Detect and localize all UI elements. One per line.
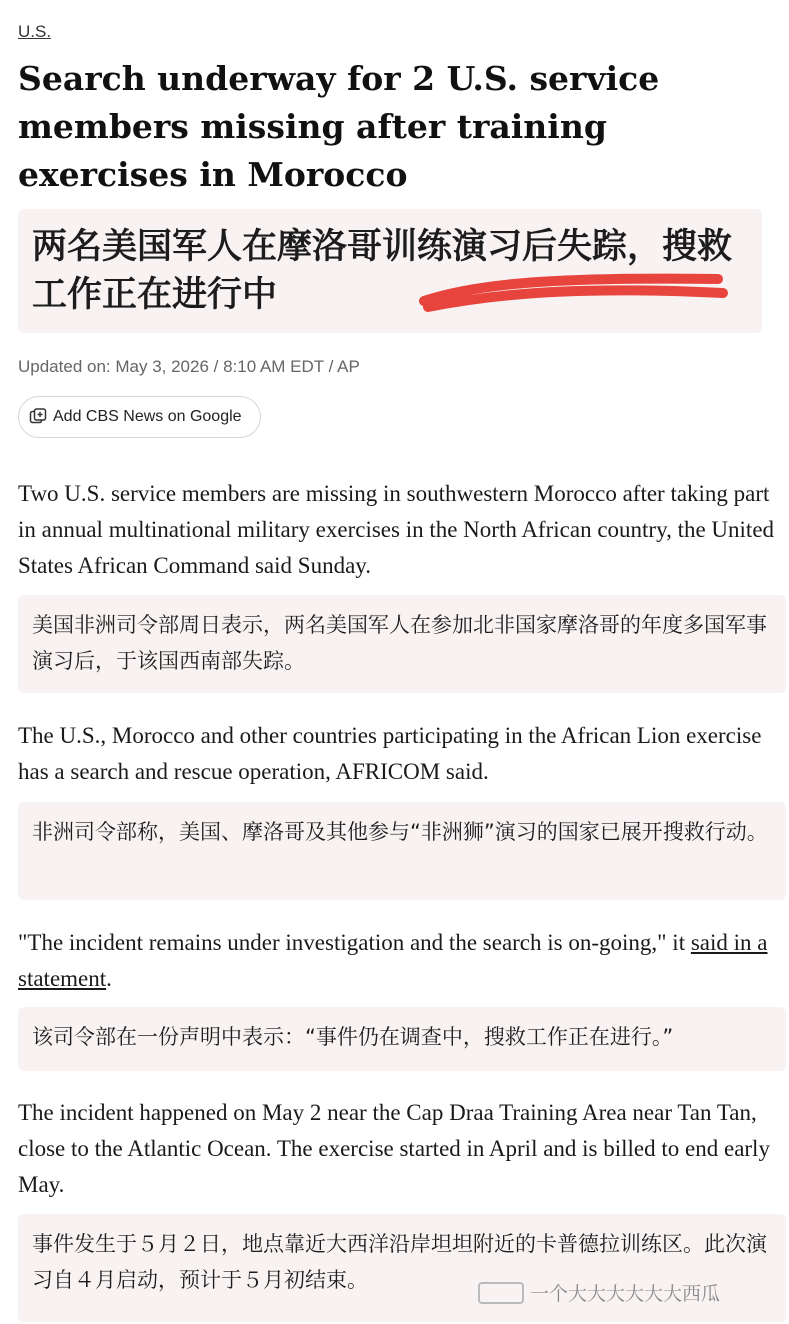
headline-translation: 两名美国军人在摩洛哥训练演习后失踪，搜救工作正在进行中 (32, 227, 733, 315)
red-highlight-stroke (418, 269, 738, 313)
headline-translation-box (18, 209, 762, 333)
paragraph-4: The incident happened on May 2 near the Cap Draa Training Area near Tan Tan, close to the Atlantic Ocean. The exercise started in April and is billed to end early May. (18, 1100, 770, 1197)
paragraph-1-translation-text: 美国非洲司令部周日表示，两名美国军人在参加北非国家摩洛哥的年度多国军事演习后，于该国西南部失踪。 (32, 613, 767, 673)
add-cbs-google-label: Add CBS News on Google (53, 408, 242, 425)
watermark-logo-icon (478, 1282, 524, 1304)
updated-meta: Updated on: May 3, 2026 / 8:10 AM EDT / AP (18, 357, 360, 376)
watermark-text: 一个大大大大大大西瓜 (530, 1283, 721, 1305)
headline: Search underway for 2 U.S. service members missing after training exercises in Morocco (18, 59, 660, 194)
paragraph-1: Two U.S. service members are missing in southwestern Morocco after taking part in annual multinational military exercises in the North African country, the United States African Command said Sunday. (18, 481, 775, 578)
paragraph-1-translation (18, 595, 786, 693)
paragraph-3-text: "The incident remains under investigation and the search is on-going," it (18, 930, 691, 955)
add-source-icon (29, 408, 47, 426)
add-cbs-google-button[interactable] (18, 396, 261, 438)
paragraph-3-translation-text: 该司令部在一份声明中表示：“事件仍在调查中，搜救工作正在进行。” (32, 1025, 674, 1049)
paragraph-2: The U.S., Morocco and other countries participating in the African Lion exercise has a search and rescue operation, AFRICOM said. (18, 723, 762, 784)
section-link[interactable]: U.S. (18, 22, 52, 41)
paragraph-3-end: . (106, 966, 112, 991)
paragraph-3-translation (18, 1007, 786, 1071)
paragraph-2-translation (18, 802, 786, 900)
watermark (478, 1279, 720, 1306)
statement-link[interactable]: said in a statement (18, 930, 768, 991)
paragraph-4-translation-text: 事件发生于５月２日，地点靠近大西洋沿岸坦坦附近的卡普德拉训练区。此次演习自４月启动，预计于５月初结束。 (32, 1232, 767, 1292)
paragraph-3 (18, 925, 786, 997)
paragraph-2-translation-text: 非洲司令部称，美国、摩洛哥及其他参与“非洲狮”演习的国家已展开搜救行动。 (32, 820, 768, 844)
